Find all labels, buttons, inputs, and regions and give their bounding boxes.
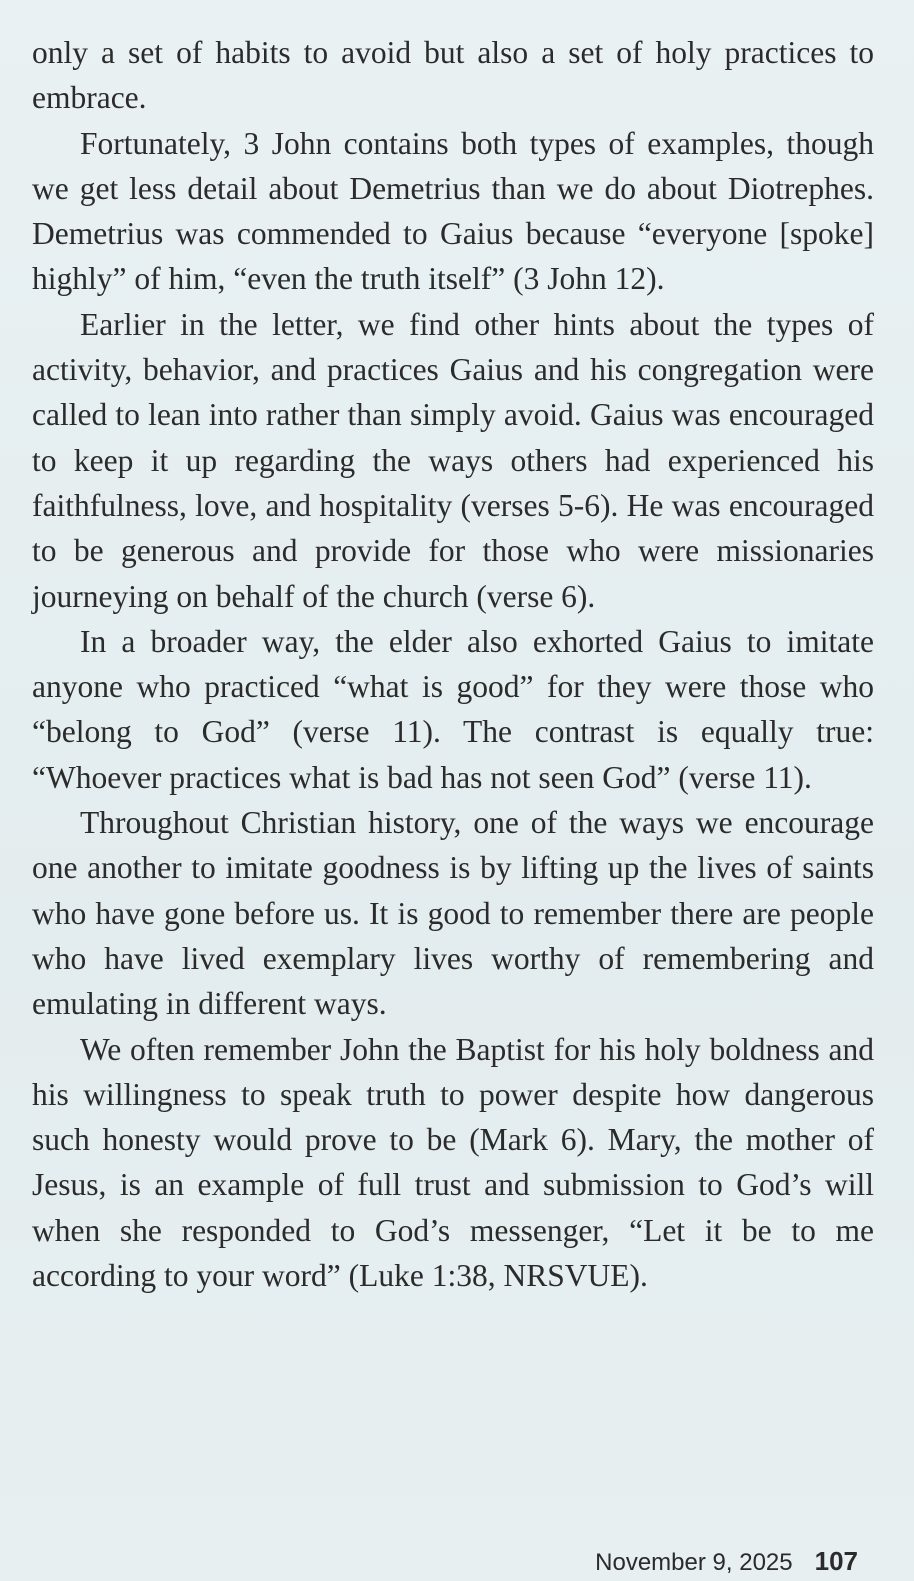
paragraph-examples: Fortunately, 3 John contains both types of examples, though we get less detail about Demetrius than we do about Diotrephes. Demetrius was commended to Gaius because “everyone [spoke] highly” of him, “even the truth itself” (3 John 12). — [32, 125, 874, 297]
paragraph-continuation: only a set of habits to avoid but also a set of holy practices to embrace. — [32, 35, 874, 116]
paragraph-imitate-good: In a broader way, the elder also exhorted Gaius to imitate anyone who practiced “what is good” for they were those who “belong to God” (verse 11). The contrast is equally true: “Whoever practices what is bad has not seen God” (verse 11). — [32, 623, 874, 795]
page-footer — [595, 1546, 858, 1577]
paragraph-christian-history: Throughout Christian history, one of the ways we encourage one another to imitate goodness is by lifting up the lives of saints who have gone before us. It is good to remember there are people who have lived exemplary lives worthy of remembering and emulating in different ways. — [32, 805, 874, 1022]
page-number: 107 — [814, 1546, 858, 1576]
paragraph-gaius-practices: Earlier in the letter, we find other hints about the types of activity, behavior, and practices Gaius and his congregation were called to lean into rather than simply avoid. Gaius was encouraged to keep it up regarding the ways others had experienced his faithfulness, love, and hospitality (verses 5-6). He was encouraged to be generous and provide for those who were missionaries journeying on behalf of the church (verse 6). — [32, 306, 874, 614]
paragraph-john-and-mary: We often remember John the Baptist for his holy boldness and his willingness to speak truth to power despite how dangerous such honesty would prove to be (Mark 6). Mary, the mother of Jesus, is an example of full trust and submission to God’s will when she responded to God’s messenger, “Let it be to me according to your word” (Luke 1:38, NRSVUE). — [32, 1031, 874, 1294]
body-text — [32, 30, 874, 1298]
footer-date: November 9, 2025 — [595, 1549, 793, 1576]
